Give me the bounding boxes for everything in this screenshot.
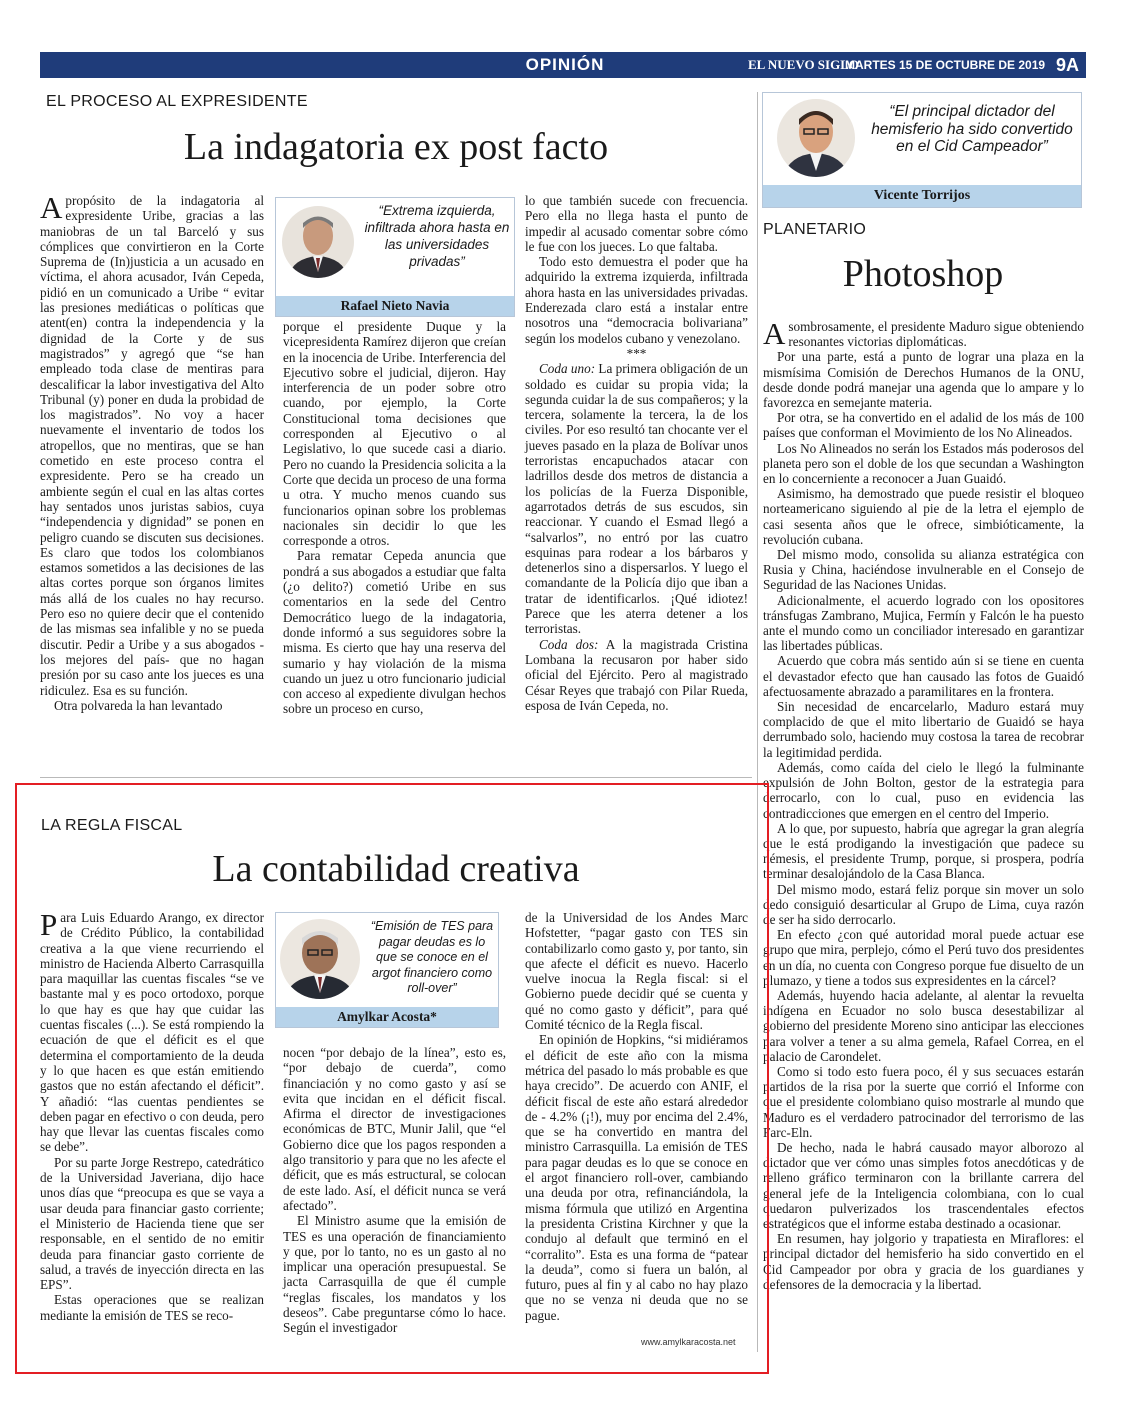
paragraph: lo que también sucede con frecuencia. Pero ella no llega hasta el punto de impedir al acusado comentar sobre cómo le fue con los jueces. Lo que faltaba. [525,193,748,254]
author-portrait-icon [777,99,855,177]
quote-box-torrijos [762,92,1082,208]
paragraph: Del mismo modo, estará feliz porque sin mover un solo dedo consiguió desarticular al Grupo de Lima, cuya razón de ser ha sido derrocarlo. [763,881,1084,927]
paragraph: Como si todo esto fuera poco, él y sus secuaces estarán partidos de la risa por la suerte que corrió el Informe con que el presidente colombiano quiso mostrarle al mundo que Maduro es el verdadero patrocinador del terrorismo de las Farc-Eln. [763,1063,1084,1140]
article-divider [40,777,752,778]
quote-text: “Extrema izquierda, infiltrada ahora hasta en las universidades privadas” [364,203,510,269]
paragraph: Todo esto demuestra el poder que ha adquirido la extrema izquierda, infiltrada ahora hasta en las universidades privadas. Enderezada claro está a instalar entre nosotros una “democracia bolivariana” según los modelos cubano y venezolano. [525,254,748,346]
separator: *** [626,345,647,361]
drop-cap: A [763,316,786,351]
paragraph: propósito de la indagatoria al expresidente Uribe, gracias a las maniobras de un tal Barceló y sus cómplices que convirtieron en la Corte Suprema de (In)justicia a un acusado en víctima, el ahora acusador, Iván Cepeda, pidió en un comunicado a Uribe “ evitar las presiones mediáticas o políticas que atent(en) contra la independencia y la dignidad de la Corte y de sus magistrados” y agregó que “se han empleado toda clase de mentiras para descalificar la labor investigativa del Alto Tribunal (y) poner en duda la probidad de los magistrados”. No voy a hacer nuevamente el inventario de todos los atropellos, que no mentiras, que se han cometido en este proceso contra el expresidente. Pero se ha creado un ambiente según el cual en las altas cortes hay sentados unos juristas sabios, cuya “independencia y dignidad” se ponen en peligro cuando se discuten sus decisiones. Es claro que todos los colombianos estamos sometidos a las decisiones de las altas cortes porque son órganos limites más allá de los cuales no hay recurso. Pero eso no quiere decir que el contenido de las mismas sea infalible y no se pueda discutir. Pedir a Uribe y a sus abogados -los mejores del país- que no hagan presión por su caso ante los jueces es una ridiculez. Esa es su función. [40,193,264,698]
article3-kicker: LA REGLA FISCAL [41,817,183,834]
paragraph: En efecto ¿con qué autoridad moral puede actuar ese grupo que mira, perplejo, cómo el Perú tuvo dos presidentes en un día, no cuenta con Congreso porque fue disuelto de un plumazo, y tiene a todos sus expresidentes en la cárcel? [763,927,1084,988]
article2-kicker: PLANETARIO [763,221,867,238]
paragraph: Además, huyendo hacia adelante, al alentar la revuelta indígena en Ecuador no solo busca desestabilizar al gobierno del presidente Moreno sino anticipar las elecciones para volver a tener a su alma gemela, Rafael Correa, en el palacio de Carondelet. [763,987,1084,1064]
highlight-frame [15,783,769,1374]
article1-kicker: EL PROCESO AL EXPRESIDENTE [46,93,308,110]
author-name: Rafael Nieto Navia [276,296,514,316]
paragraph: Además, como caída del cielo le llegó la fulminante expulsión de John Bolton, gestor de la estrategia para derrocarlo, con lo cual, puso en evidencia las contradicciones que emergen en el centro del Imperio. [763,759,1084,821]
article1-column-1 [40,190,264,713]
page-number: 9A [1056,55,1080,75]
paragraph: A la magistrada Cristina Lombana la recusaron por haber sido oficial del Ejército. Pero al magistrado César Reyes que trabajó con Pilar Rueda, esposa de Iván Cepeda, no. [525,636,748,713]
paragraph: En resumen, hay jolgorio y trapatiesta en Miraflores: el principal dictador del hemisferio ha sido convertido en el Cid Campeador por obra y gracia de los guardianes y defensores de la democracia y la libertad. [763,1231,1084,1292]
paragraph: Para rematar Cepeda anuncia que pondrá a sus abogados a estudiar que falta (¿o delito?) cometió Uribe en sus comentarios en la sede del Centro Democrático luego de la indagatoria, donde informó a sus seguidores sobre la misma. Es cierto que hay una reserva del sumario y hay violación de la misma cuando un juez u otro funcionario judicial con acceso al expediente divulgan hechos sobre un proceso en curso, [283,548,506,717]
paragraph: Sin necesidad de encarcelarlo, Maduro estará muy complacido de que el mito libertario de Guaidó se haya derrumbado solo, haciendo muy costosa la tarea de recobrar la legitimidad perdida. [763,699,1084,760]
paragraph: Asimismo, ha demostrado que puede resistir el bloqueo norteamericano siguiendo al pie de la letra el ejemplo de casi sesenta años que le ofrece, simbióticamente, la revolución cubana. [763,486,1084,547]
drop-cap: P [40,907,58,942]
author-portrait-icon [282,206,354,278]
author-photo-torrijos [777,99,855,177]
quote-box-nieto [275,197,515,317]
author-website: www.amylkaracosta.net [641,1337,736,1347]
paragraph: ara Luis Eduardo Arango, ex director de Crédito Público, la contabilidad creativa a la que viene recurriendo el ministro de Hacienda Alberto Carrasquilla para maquillar las cuentas fiscales “se ve bastante mal y es poco ortodoxo, porque lo que hay es que hay que cuidar las cuentas fiscales (...). Se está rompiendo la ecuación de que el déficit es el que determina el comportamiento de la deuda y lo que hacen es que están emitiendo gastos que no están afectando el déficit”. Y añadió: “las cuentas pendientes se deben pagar en efectivo o con deuda, pero hay que llevar las cuentas fiscales como se debe”. [40,910,264,1155]
paragraph: Estas operaciones que se realizan mediante la emisión de TES se reco- [40,1292,264,1323]
paragraph: Del mismo modo, consolida su alianza estratégica con Rusia y China, haciéndose invulnerable en el Consejo de Seguridad de las Naciones Unidas. [763,547,1084,593]
dateline: MARTES 15 DE OCTUBRE DE 2019 [845,58,1046,72]
paragraph: de la Universidad de los Andes Marc Hofstetter, “pagar gasto con TES sin contabilizarlo como gasto y, por tanto, sin que afecte el déficit es nuevo. Hacerlo vuelve inocua la Regla fiscal: si el Gobierno puede decidir qué se cuenta y qué no como gasto y déficit”, para qué Comité técnico de la Regla fiscal. [525,910,748,1033]
paragraph: De hecho, nada le habrá causado mayor alborozo al dictador que ver cómo unas simples fotos anecdóticas y de relleno gráfico terminaron con la brillante carrera del general jefe de la Inteligencia colombiana, con lo cual quedaron pulverizados los trascendentales efectos estratégicos que el informe estaba destinado a ocasionar. [763,1139,1084,1231]
section-name: OPINIÓN [525,55,605,74]
paragraph: Por una parte, está a punto de lograr una plaza en la mismísima Comisión de Derechos Humanos de la ONU, desde donde podrá manejar una agenda que lo ampare y lo favorezca en semejante materia. [763,349,1084,411]
article1-column-3 [525,193,748,713]
author-name: Vicente Torrijos [763,185,1081,207]
quote-text: “El principal dictador del hemisferio ha sido convertido en el Cid Campeador” [871,103,1073,155]
paragraph: La primera obligación de un soldado es cuidar su propia vida; la segunda cuidar la de sus compañeros; y la tercera, solamente la tercera, la de los civiles. Por eso resultó tan chocante ver el jueves pasado en la plaza de Bolívar unos terroristas encapuchados atacar con ladrillos desde dos metros de distancia a los policías de la Fuerza Disponible, agarrotados detrás de sus escudos, sin reaccionar. Y cuando el Esmad llegó a “salvarlos”, no entró por las cuatro esquinas para rodear a los bárbaros y detenerlos sino a dispersarlos. Y luego el comandante de la Policía dijo que iban a tratar de identificarlos. ¡Qué idiotez! Parece que les aterra detener a los terroristas. [525,361,749,637]
paragraph: Adicionalmente, el acuerdo logrado con los opositores tránsfugas Zambrano, Mujica, Fermín y Falcón le ha puesto ante el mundo como un conciliador interesado en garantizar las libertades públicas. [763,592,1084,654]
coda-label: Coda uno: [539,361,596,377]
paragraph: sombrosamente, el presidente Maduro sigue obteniendo resonantes victorias diplomáticas. [788,319,1084,350]
paragraph: En opinión de Hopkins, “si midiéramos el déficit de este año con la misma métrica del pasado lo más probable es que haya crecido”. De acuerdo con ANIF, el déficit fiscal de este año estará alrededor de - 4.2% (¡!), muy por encima del 2.4%, que se ha convertido en mantra del ministro Carrasquilla. La emisión de TES para pagar deudas es lo que se conoce en el argot financiero roll-over, cambiando una deuda por otra, refinanciándola, la misma fórmula que utilizó en Argentina la presidenta Cristina Kirchner y que la condujo al default que terminó en el “corralito”. Esta es una forma de “patear la deuda”, como si fuera un balón, al futuro, pues al fin y al cabo no hay plazo que no se venza ni deuda que no se pague. [525,1032,749,1323]
paragraph: Por su parte Jorge Restrepo, catedrático de la Universidad Javeriana, dijo hace unos días que “preocupa es que se vaya a usar deuda para financiar gasto corriente; el Ministerio de Hacienda tiene que ser responsable, en el sentido de no emitir deuda para financiar gasto corriente de salud, a través de inyección directa en las EPS”. [40,1154,264,1293]
paragraph: Acuerdo que cobra más sentido aún si se tiene en cuenta el devastador efecto que han causado las fotos de Guaidó afectuosamente abrazado a paramilitares en la frontera. [763,653,1084,699]
paragraph: El Ministro asume que la emisión de TES es una operación de financiamiento y que, por lo tanto, no es un gasto al no implicar una operación presupuestal. Se jacta Carrasquilla de que él cumple “reglas fiscales, los mandatos y los deseos”. Cabe preguntarse cómo lo hace. Según el investigador [283,1213,506,1336]
article1-title: La indagatoria ex post facto [183,126,609,168]
drop-cap: A [40,190,63,225]
masthead: EL NUEVO SIGLO [748,57,859,72]
coda-label: Coda dos: [539,636,599,652]
article2-body [763,316,1084,1292]
quote-text: “Emisión de TES para pagar deudas es lo que se conoce en el argot financiero como roll-over” [370,919,494,995]
article1-column-2 [283,319,506,717]
paragraph: nocen “por debajo de la línea”, esto es, “por debajo de cuerda”, como financiación y no como gasto y así se evita que incidan en el déficit fiscal. Afirma el director de investigaciones económicas de BTC, Munir Jalil, que “el Gobierno dice que los pagos responden a algo transitorio y para que no les afecte el déficit, que es más estructural, se colocan de este lado. Así, el déficit nunca se verá afectado”. [283,1045,506,1213]
article2-title: Photoshop [842,253,1004,295]
paragraph: Los No Alineados no serán los Estados más poderosos del planeta pero son el doble de los que secundan a Washington en lo concerniente a reconocer a Juan Guaidó. [763,440,1084,487]
paragraph: Por otra, se ha convertido en el adalid de los más de 100 países que conforman el Movimiento de los No Alineados. [763,410,1084,441]
paragraph: A lo que, por supuesto, habría que agregar la gran alegría que le está prodigando la investigación que padece su némesis, el presidente Trump, porque, si prospera, podría terminar desalojándolo de la Casa Blanca. [763,820,1084,882]
paragraph: porque el presidente Duque y la vicepresidenta Ramírez dijeron que creían en la inocencia de Uribe. Interferencia del Ejecutivo sobre el judicial, dijeron. Hay interferencia de un poder sobre otro cuando, por ejemplo, la Corte Constitucional toma decisiones que corresponden al Ejecutivo o al Legislativo, lo que sucede casi a diario. Pero no cuando la Presidencia solicita a la Corte que decida un proceso de una forma u otra. Y mucho menos cuando sus funcionarios opinan sobre los problemas nacionales sin decidir lo que les corresponde a otros. [283,319,507,549]
paragraph: Otra polvareda la han levantado [54,697,223,713]
author-name: Amylkar Acosta* [276,1007,498,1027]
article3-title: La contabilidad creativa [212,848,580,890]
author-photo-nieto [282,206,354,278]
